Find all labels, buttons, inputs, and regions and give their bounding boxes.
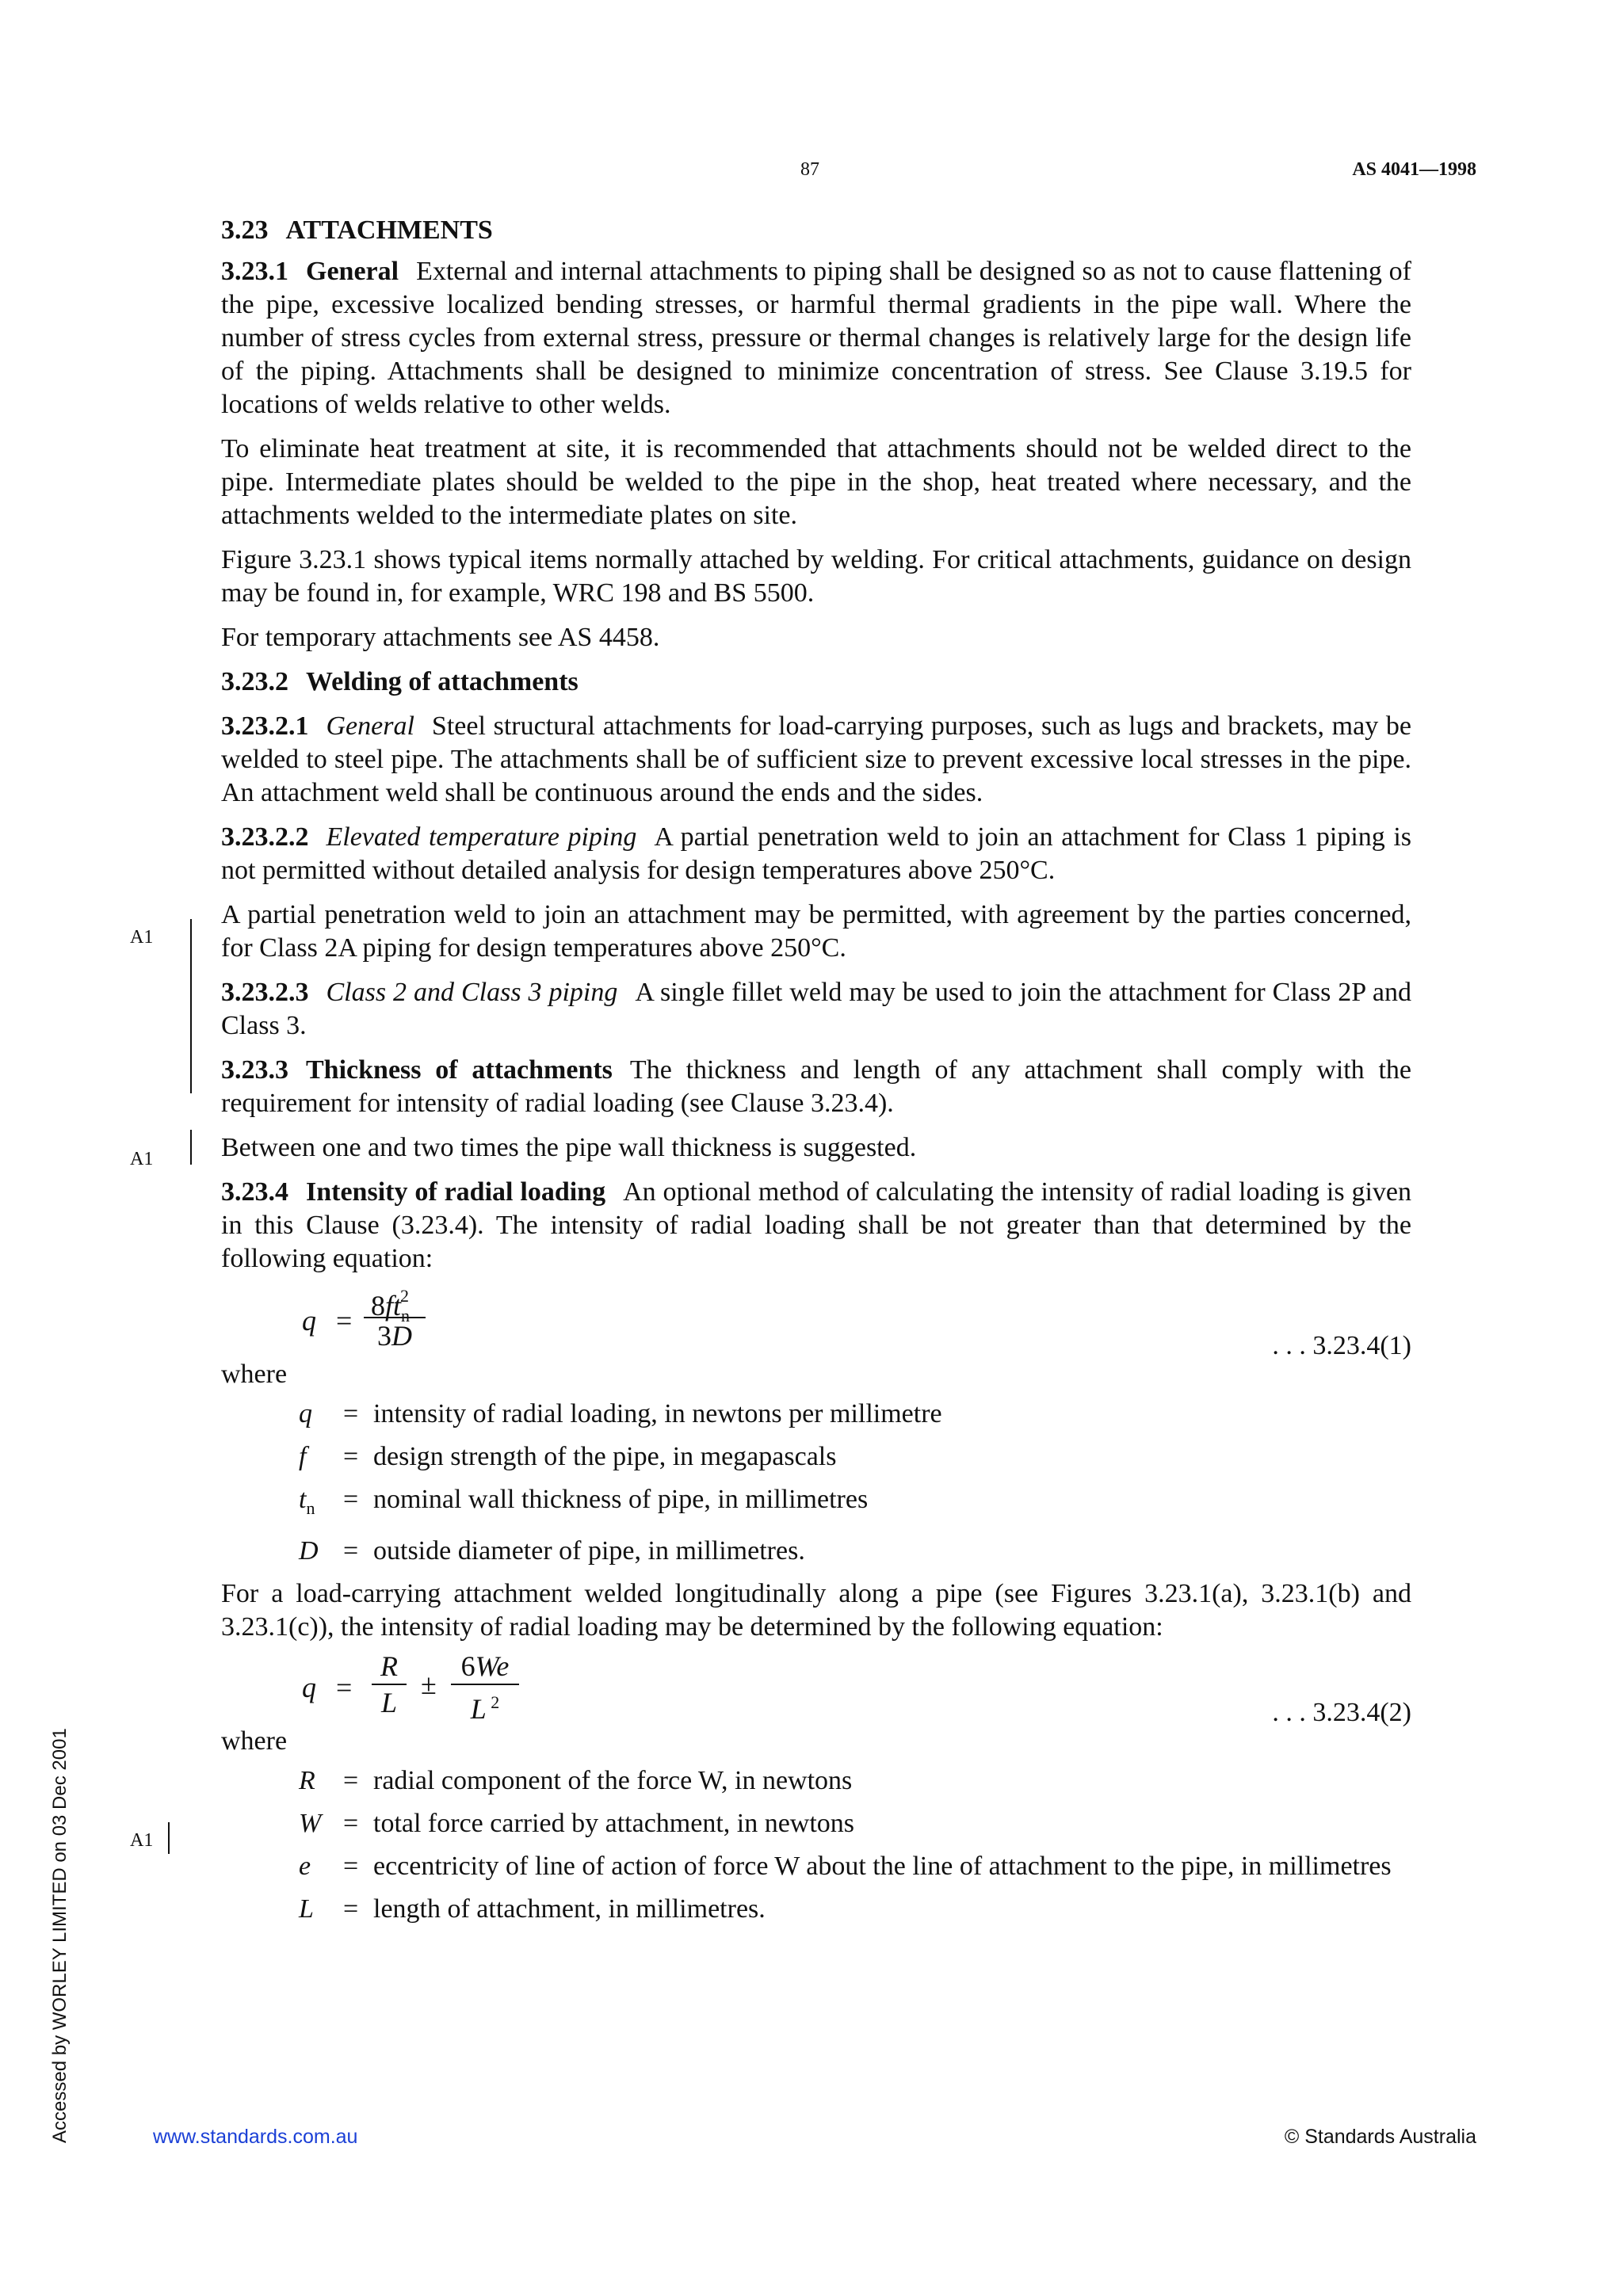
clause-3-23-3 bbox=[221, 1054, 1411, 1120]
clause-3-23-1 bbox=[221, 255, 1411, 421]
definition-equals: = bbox=[343, 1765, 359, 1795]
clause-number: 3.23.1 bbox=[221, 257, 288, 286]
definition-equals: = bbox=[343, 1399, 359, 1428]
clause-text: The thickness and length of any attachment shall comply with the requirement for intensity of radial loading (see Clause 3.23.4). bbox=[221, 1055, 1412, 1118]
definition-equals: = bbox=[343, 1894, 359, 1924]
clause-title: Class 2 and Class 3 piping bbox=[326, 978, 618, 1007]
definition-equals: = bbox=[343, 1808, 359, 1838]
definition-equals: = bbox=[343, 1851, 359, 1881]
definition-symbol: D bbox=[299, 1535, 319, 1566]
paragraph: For a load-carrying attachment welded longitudinally along a pipe (see Figures 3.23.1(a), 3.23.1(b) and 3.23.1(c)), the intensity of radial loading may be determined by the following equation: bbox=[221, 1578, 1411, 1642]
eq-denominator: L $^2$ bbox=[470, 1691, 500, 1725]
clause-number: 3.23.2.3 bbox=[221, 978, 309, 1007]
clause-3-23-2-2 bbox=[221, 821, 1411, 887]
section-heading-3-23 bbox=[221, 214, 1411, 247]
clause-heading-3-23-2 bbox=[221, 666, 1411, 699]
definition-text: total force carried by attachment, in newtons bbox=[373, 1808, 855, 1838]
clause-number: 3.23.3 bbox=[221, 1055, 288, 1085]
definition-symbol: $t_n$ bbox=[299, 1485, 315, 1518]
eq-denominator: 3D bbox=[377, 1320, 412, 1352]
definition-text: outside diameter of pipe, in millimetres. bbox=[373, 1535, 805, 1566]
clause-title: General bbox=[306, 257, 399, 286]
where-label: where bbox=[221, 1726, 288, 1756]
eq-fraction-6we-l2 bbox=[451, 1649, 519, 1725]
definition-symbol: q bbox=[299, 1399, 312, 1428]
eq-lhs: q bbox=[302, 1305, 316, 1337]
amendment-bar bbox=[190, 919, 192, 1093]
definition-item bbox=[221, 1483, 1411, 1525]
eq-numerator: R bbox=[380, 1650, 398, 1682]
paragraph: Between one and two times the pipe wall thickness is suggested. bbox=[221, 1133, 917, 1162]
clause-3-23-2-3 bbox=[221, 976, 1411, 1043]
access-watermark: Accessed by WORLEY LIMITED on 03 Dec 2001 bbox=[49, 1728, 71, 2143]
amendment-bar bbox=[168, 1822, 170, 1854]
clause-3-23-4 bbox=[221, 1176, 1411, 1276]
definition-item bbox=[221, 1893, 1411, 1926]
definition-item bbox=[221, 1440, 1411, 1474]
definition-text: nominal wall thickness of pipe, in millimetres bbox=[373, 1485, 869, 1514]
eq-numerator: $8ft_n^2$ bbox=[370, 1286, 411, 1326]
paragraph: For temporary attachments see AS 4458. bbox=[221, 623, 660, 652]
amendment-bar bbox=[190, 1130, 192, 1165]
clause-3-23-2-1 bbox=[221, 710, 1411, 810]
section-title: ATTACHMENTS bbox=[285, 215, 493, 245]
clause-title: Welding of attachments bbox=[306, 667, 579, 696]
clause-number: 3.23.2.2 bbox=[221, 822, 309, 852]
definitions-list bbox=[221, 1398, 1411, 1568]
equation-number: . . . 3.23.4(2) bbox=[1272, 1697, 1411, 1727]
page-number: 87 bbox=[800, 159, 819, 180]
definition-text: intensity of radial loading, in newtons per millimetre bbox=[373, 1399, 942, 1428]
amendment-marker: A1 bbox=[130, 1149, 154, 1169]
standard-id: AS 4041—1998 bbox=[1352, 159, 1476, 180]
eq-lhs: q bbox=[302, 1671, 316, 1703]
equation-number: . . . 3.23.4(1) bbox=[1272, 1331, 1411, 1360]
definitions-list bbox=[221, 1764, 1411, 1926]
equation-3-23-4-2 bbox=[221, 1649, 1411, 1725]
definition-item bbox=[221, 1807, 1411, 1840]
eq-fraction bbox=[364, 1282, 426, 1353]
paragraph: Figure 3.23.1 shows typical items normally attached by welding. For critical attachments, guidance on design may be found in, for example, WRC 198 and BS 5500. bbox=[221, 545, 1411, 608]
clause-text: External and internal attachments to piping shall be designed so as not to cause flattening of the pipe, excessive localized bending stresses, or harmful thermal gradients in the pipe wall. Where the number of stress cycles from external stress, pressure or thermal changes is relatively large for the design life of the piping. Attachments shall be designed to minimize concentration of stress. See Clause 3.19.5 for locations of welds relative to other welds. bbox=[221, 257, 1411, 419]
definition-equals: = bbox=[343, 1535, 359, 1566]
equation-3-23-4-1 bbox=[221, 1282, 1411, 1358]
clause-text: A partial penetration weld to join an attachment for Class 1 piping is not permitted without detailed analysis for design temperatures above 250°C. bbox=[221, 822, 1412, 885]
clause-number: 3.23.2.1 bbox=[221, 711, 309, 741]
paragraph: To eliminate heat treatment at site, it is recommended that attachments should not be welded direct to the pipe. Intermediate plates should be welded to the pipe in the shop, heat treated where necessary, and the attachments welded to the intermediate plates on site. bbox=[221, 434, 1411, 530]
definition-text: design strength of the pipe, in megapascals bbox=[373, 1442, 837, 1471]
eq-denominator: L bbox=[380, 1686, 398, 1718]
plus-minus-sign: ± bbox=[421, 1668, 437, 1700]
eq-numerator: 6We bbox=[460, 1650, 510, 1682]
eq-equals: = bbox=[336, 1671, 353, 1703]
definition-symbol: L bbox=[299, 1894, 314, 1924]
clause-number: 3.23.2 bbox=[221, 667, 288, 696]
amendment-marker: A1 bbox=[130, 927, 154, 948]
footer-website-link[interactable]: www.standards.com.au bbox=[153, 2126, 358, 2148]
definition-text: length of attachment, in millimetres. bbox=[373, 1894, 766, 1924]
clause-text: Steel structural attachments for load-carrying purposes, such as lugs and brackets, may be welded to steel pipe. The attachments shall be of sufficient size to prevent excessive local stresses in the pipe. An attachment weld shall be continuous around the ends and the sides. bbox=[221, 711, 1411, 807]
paragraph: A partial penetration weld to join an attachment may be permitted, with agreement by the parties concerned, for Class 2A piping for design temperatures above 250°C. bbox=[221, 900, 1411, 963]
definition-symbol: R bbox=[299, 1765, 315, 1795]
definition-symbol: W bbox=[299, 1808, 322, 1838]
clause-title: General bbox=[326, 711, 414, 741]
definition-equals: = bbox=[343, 1442, 359, 1471]
definition-symbol: f bbox=[299, 1442, 307, 1471]
definition-item bbox=[221, 1850, 1411, 1883]
definition-item bbox=[221, 1398, 1411, 1431]
definition-item bbox=[221, 1764, 1411, 1798]
clause-title: Thickness of attachments bbox=[306, 1055, 613, 1085]
amendment-marker: A1 bbox=[130, 1830, 154, 1851]
clause-number: 3.23.4 bbox=[221, 1177, 288, 1207]
eq-fraction-r-l bbox=[372, 1649, 407, 1720]
clause-text: A single fillet weld may be used to join the attachment for Class 2P and Class 3. bbox=[221, 978, 1411, 1040]
where-label: where bbox=[221, 1360, 288, 1389]
footer-copyright: © Standards Australia bbox=[1284, 2126, 1476, 2148]
definition-text: radial component of the force W, in newtons bbox=[373, 1765, 853, 1795]
definition-item bbox=[221, 1535, 1411, 1568]
clause-text: An optional method of calculating the intensity of radial loading is given in this Clause (3.23.4). The intensity of radial loading shall be not greater than that determined by the following equation: bbox=[221, 1177, 1412, 1273]
definition-equals: = bbox=[343, 1485, 359, 1514]
clause-title: Elevated temperature piping bbox=[326, 822, 637, 852]
section-number: 3.23 bbox=[221, 215, 269, 245]
main-content bbox=[221, 214, 1411, 1936]
definition-text: eccentricity of line of action of force W about the line of attachment to the pipe, in millimetres bbox=[373, 1851, 1392, 1881]
eq-equals: = bbox=[336, 1305, 353, 1337]
clause-title: Intensity of radial loading bbox=[306, 1177, 606, 1207]
definition-symbol: e bbox=[299, 1851, 311, 1881]
definition-symbol-base: t bbox=[299, 1485, 307, 1514]
